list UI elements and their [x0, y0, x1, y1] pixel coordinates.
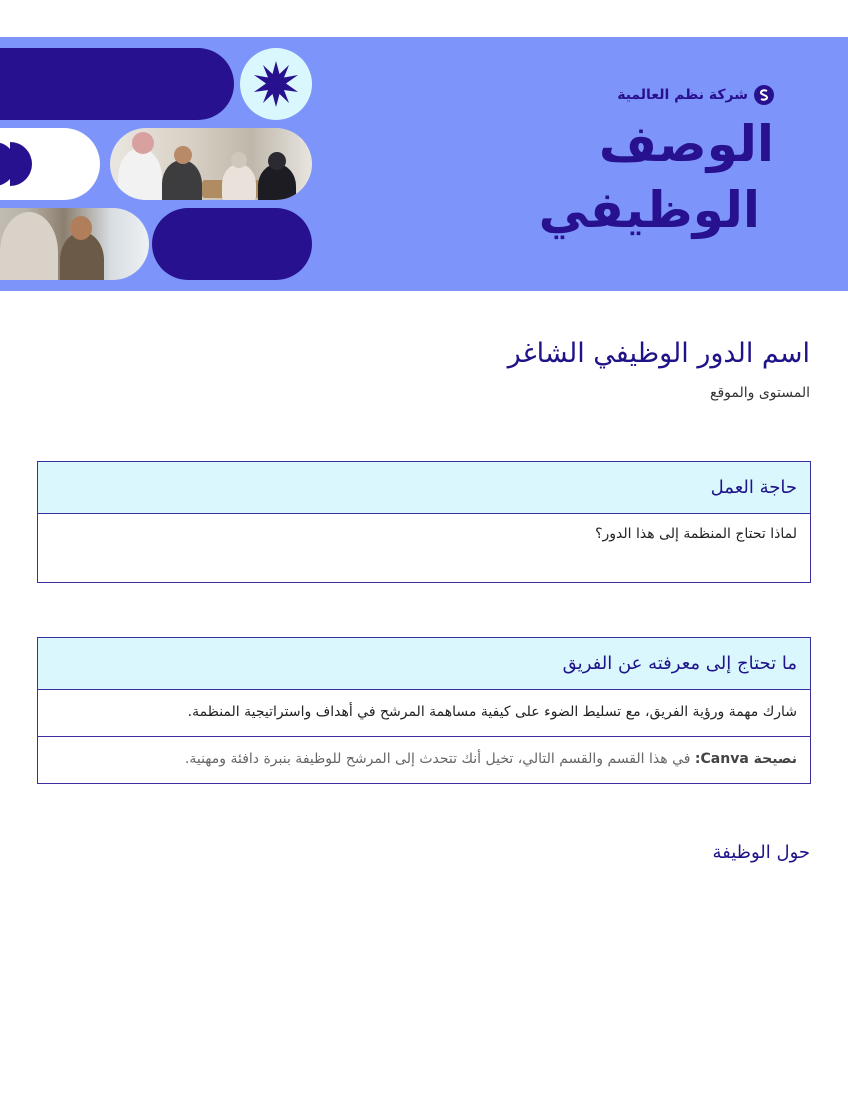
role-title: اسم الدور الوظيفي الشاغر [507, 338, 810, 369]
tip-row [38, 737, 810, 784]
decor-pill [0, 48, 234, 120]
section-body: شارك مهمة ورؤية الفريق، مع تسليط الضوء على كيفية مساهمة المرشح في أهداف واستراتيجية المنظمة. [38, 690, 810, 737]
company-brand [617, 85, 774, 105]
star-badge [240, 48, 312, 120]
team-meeting-photo [110, 128, 312, 200]
header-banner [0, 37, 848, 291]
about-heading: حول الوظيفة [712, 842, 810, 863]
office-photo [0, 208, 149, 280]
arrows-pill [0, 128, 100, 200]
company-name: شركة نظم العالمية [617, 87, 748, 103]
section-heading: ما تحتاج إلى معرفته عن الفريق [38, 638, 810, 690]
section-body: لماذا تحتاج المنظمة إلى هذا الدور؟ [595, 526, 797, 542]
section-heading: حاجة العمل [38, 462, 810, 514]
tip-text: في هذا القسم والقسم التالي، تخيل أنك تتحدث إلى المرشح للوظيفة بنبرة دافئة ومهنية. [184, 751, 695, 767]
team-card [37, 637, 811, 784]
tip-label: نصيحة Canva: [694, 751, 797, 767]
decor-pill [152, 208, 312, 280]
page-title-line1: الوصف [598, 115, 774, 173]
star-icon [251, 59, 301, 109]
role-subtitle: المستوى والموقع [710, 385, 810, 401]
page-title-line2: الوظيفي [538, 181, 760, 239]
business-need-card [37, 461, 811, 583]
fast-forward-icon [0, 140, 34, 188]
company-logo-icon [754, 85, 774, 105]
